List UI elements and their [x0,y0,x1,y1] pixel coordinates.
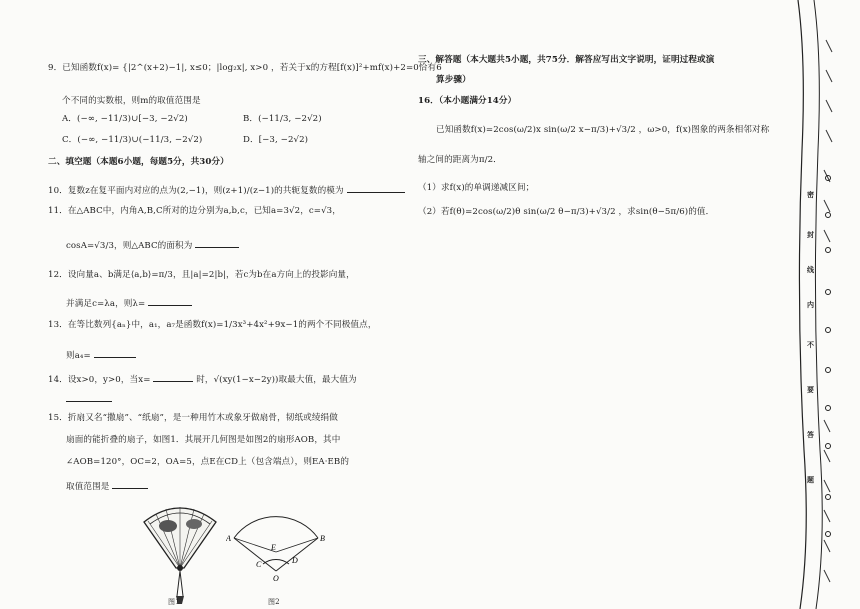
binding-mark-2: 封 [807,230,814,239]
binding-mark-6: 要 [807,385,814,394]
q12-text: 并满足c=λa，则λ= [66,299,146,309]
binding-lines [792,0,860,609]
binding-mark-5: 不 [807,340,814,349]
q9-option-d: D．[−3, −2√2) [243,135,309,145]
q11-answer-blank[interactable] [195,238,239,248]
q13-line2 [66,348,136,362]
q9-option-b: B．(−11/3, −2√2) [243,114,322,124]
q10-text: 10．复数z在复平面内对应的点为(2,−1)，则(z+1)/(z−1)的共轭复数的模为 [48,186,344,196]
label-C: C [256,560,262,569]
q12-line2 [66,296,192,310]
section-fill-in-heading: 二、填空题（本题6小题，每题5分，共30分） [48,157,229,167]
figure-2-caption: 图2 [268,598,280,606]
label-B: B [320,534,325,543]
q9-stem: 9．已知函数f(x)= {|2^(x+2)−1|, x≤0；|log₂x|, x>0 ，若关于x的方程[f(x)]²+mf(x)+2=0恰有6 [48,63,442,73]
section-answer-heading: 三、解答题（本大题共5小题，共75分．解答应写出文字说明，证明过程或演 [418,55,715,65]
q11-line2 [66,238,239,252]
fan-figure-1 [140,500,220,609]
q16-statement-cont: 轴之间的距离为π/2． [418,155,502,165]
binding-strip [792,0,860,609]
q15-answer-blank[interactable] [112,479,148,489]
binding-circles [826,176,831,537]
label-D: D [292,556,298,565]
q16-part-2: （2）若f(θ)=2cos(ω/2)θ sin(ω/2 θ−π/3)+√3/2 ，求sin(θ−5π/6)的值． [418,207,715,217]
q11-text: cosA=√3/3，则△ABC的面积为 [66,241,193,251]
binding-mark-3: 线 [807,265,814,274]
q16-heading: 16．（本小题满分14分） [418,96,517,106]
q15-line1: 15．折扇又名“撒扇”、“纸扇”，是一种用竹木或象牙做扇骨，韧纸或绫绢做 [48,413,338,423]
q16-part-1: （1）求f(x)的单调递减区间； [418,183,535,193]
label-A: A [226,534,231,543]
q14-answer-blank-1[interactable] [153,372,193,382]
figure-1-caption: 图1 [168,598,180,606]
q10-answer-blank[interactable] [347,183,405,193]
binding-hatch [824,40,832,582]
q15-line2: 扇面的能折叠的扇子，如图1．其展开几何图是如图2的扇形AOB，其中 [66,435,341,445]
sector-figure-2 [226,505,326,585]
q10 [48,183,405,197]
q15-line3: ∠AOB=120°，OC=2，OA=5，点E在CD上（包含端点），则EA·EB的 [66,457,350,467]
q12-line1: 12．设向量a、b满足⟨a,b⟩=π/3，且|a|=2|b|，若c为b在a方向上的投影向量， [48,270,355,280]
q14-text-a: 14．设x>0，y>0，当x= [48,375,151,385]
q12-answer-blank[interactable] [148,296,192,306]
q13-text: 则a₄= [66,351,91,361]
q13-answer-blank[interactable] [94,348,136,358]
binding-mark-7: 答 [807,430,814,439]
binding-mark-1: 密 [807,190,814,199]
q13-line1: 13．在等比数列{aₙ}中，a₁，a₇是函数f(x)=1/3x³+4x²+9x−1的两个不同极值点， [48,320,377,330]
q14 [48,372,357,386]
q16-statement: 已知函数f(x)=2cos(ω/2)x sin(ω/2 x−π/3)+√3/2 ，ω>0，f(x)图象的两条相邻对称 [436,125,770,135]
q9-continuation: 个不同的实数根，则m的取值范围是 [62,96,201,106]
binding-mark-8: 题 [807,475,814,484]
label-O: O [273,574,279,583]
q9-option-c: C．(−∞, −11/3)∪(−11/3, −2√2) [62,135,203,145]
q9-option-a: A．(−∞, −11/3)∪[−3, −2√2) [62,114,188,124]
q15-line4 [66,479,148,493]
q15-text: 取值范围是 [66,482,110,492]
binding-mark-4: 内 [807,300,814,309]
label-E: E [271,543,276,552]
q11-line1: 11．在△ABC中，内角A,B,C所对的边分别为a,b,c，已知a=3√2，c=√3， [48,206,341,216]
q14-answer-blank-2[interactable] [66,392,112,402]
q14-text-b: 时，√(xy(1−x−2y))取最大值，最大值为 [196,375,357,385]
section-answer-heading-cont: 算步骤） [436,75,471,85]
